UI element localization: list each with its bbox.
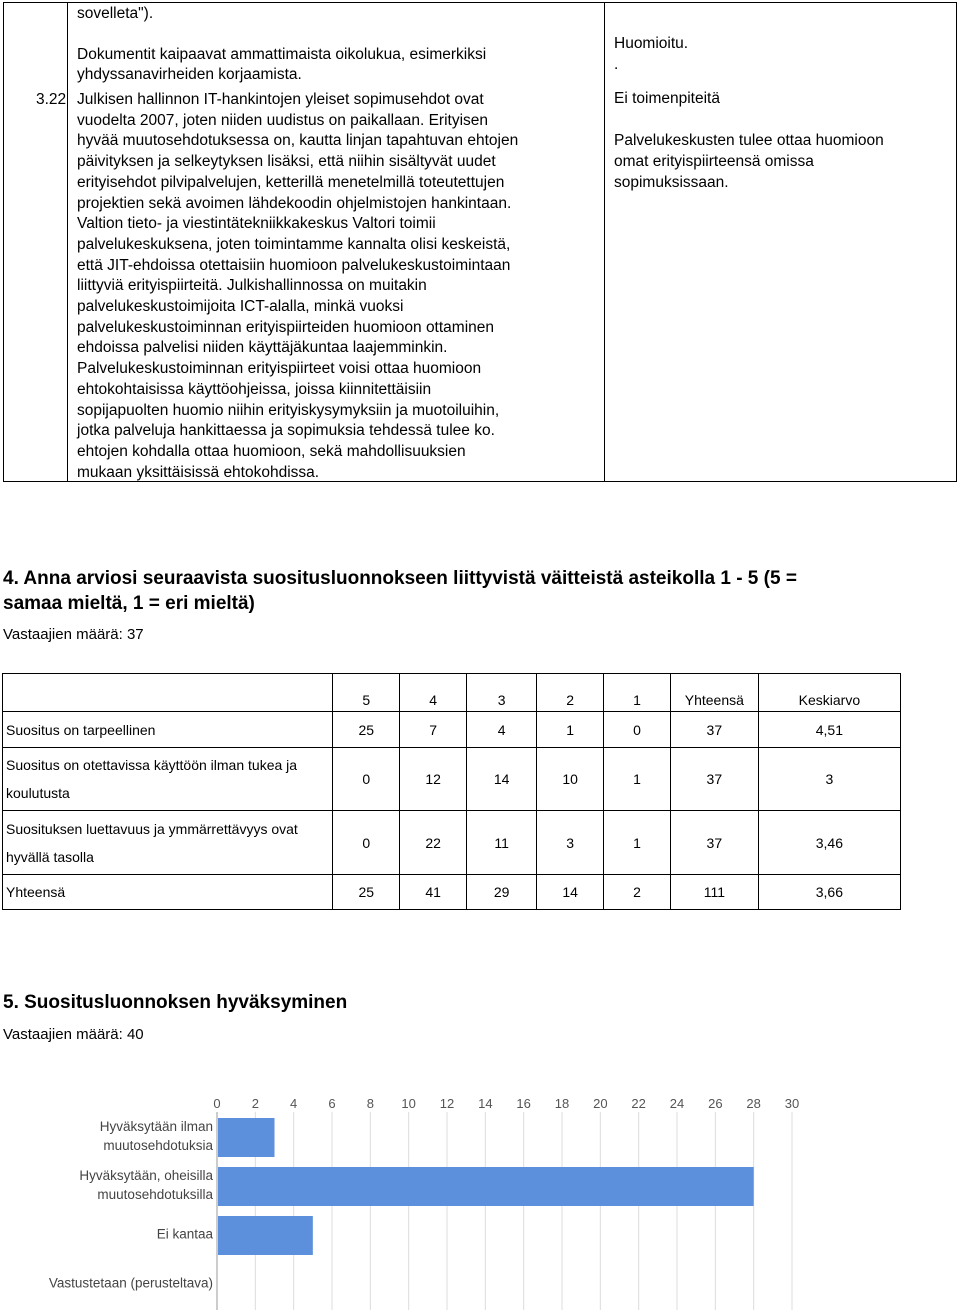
table-cell: 0	[333, 748, 400, 811]
table-cell: 25	[333, 875, 400, 910]
x-tick-label: 12	[439, 1096, 455, 1111]
response-line: omat erityispiirteensä omissa	[614, 153, 814, 170]
x-tick-label: 30	[784, 1096, 800, 1111]
comment-line: projektien sekä avoimen lähdekoodin ohjelmistojen hankintaan.	[77, 194, 512, 212]
table-cell: 29	[467, 875, 537, 910]
column-divider	[67, 3, 68, 481]
comment-line: palvelukeskustoimijoita ICT-alalla, minkä vuoksi	[77, 298, 404, 315]
comment-line: ehtokohtaisissa käyttöohjeissa, joissa kiinnitettäisiin	[77, 380, 432, 398]
table-cell: 0	[604, 712, 671, 748]
question-4-title-line1: 4. Anna arviosi seuraavista suositusluonnokseen liittyvistä väitteistä asteikolla 1 - 5 (5 =	[3, 568, 797, 589]
chart-grid	[217, 1112, 792, 1310]
table-cell: 1	[604, 748, 671, 811]
comment-line: Valtion tieto- ja viestintätekniikkakeskus Valtori toimii	[77, 215, 436, 233]
x-tick-label: 8	[366, 1096, 374, 1111]
row-label	[3, 748, 333, 811]
table-cell: 37	[670, 748, 758, 811]
table-cell: 1	[537, 712, 604, 748]
comment-line: että JIT-ehdoissa otettaisiin huomioon palvelukeskustoimintaan	[77, 256, 511, 274]
comment-line: Palvelukeskustoiminnan erityispiirteet voisi ottaa huomioon	[77, 360, 482, 378]
comment-line: ehdoissa palvelisi niiden käyttäjäkuntaa laajemminkin.	[77, 339, 448, 357]
table-header-row	[3, 674, 901, 712]
category-label: Hyväksytään ilman	[99, 1119, 213, 1134]
x-tick-label: 14	[478, 1096, 493, 1111]
header-empty-cell	[3, 674, 333, 712]
x-tick-label: 16	[516, 1096, 531, 1111]
table-cell: 25	[333, 712, 400, 748]
x-tick-label: 0	[213, 1096, 221, 1111]
category-label: muutosehdotuksia	[103, 1138, 213, 1153]
x-tick-label: 28	[746, 1096, 761, 1111]
chart-x-ticks	[213, 1096, 799, 1111]
response-line: Palvelukeskusten tulee ottaa huomioon	[614, 132, 884, 149]
bar	[218, 1167, 754, 1206]
table-cell: 12	[400, 748, 467, 811]
table-row	[3, 811, 901, 875]
table-cell: 14	[467, 748, 537, 811]
comment-table	[3, 2, 957, 482]
row-label-line: hyvällä tasolla	[6, 848, 94, 865]
question-5-respondents: Vastaajien määrä: 40	[3, 1026, 144, 1043]
table-cell: 14	[537, 875, 604, 910]
header-cell: Keskiarvo	[758, 674, 900, 712]
comment-line: hyvää muutosehdotuksessa on, kautta linjan tapahtuvan ehtojen	[77, 132, 519, 150]
prev-row-line: sovelleta").	[77, 5, 154, 22]
table-cell: 0	[333, 811, 400, 875]
x-tick-label: 22	[631, 1096, 646, 1111]
response-action: Ei toimenpiteitä	[614, 90, 720, 107]
column-divider	[604, 3, 605, 481]
row-label	[3, 811, 333, 875]
table-cell: 4	[467, 712, 537, 748]
table-cell: 2	[604, 875, 671, 910]
x-tick-label: 24	[669, 1096, 685, 1111]
row-label-line: Suosituksen luettavuus ja ymmärrettävyys ovat	[6, 820, 298, 837]
response-line: sopimuksissaan.	[614, 174, 729, 191]
comment-line: erityisehdot pilvipalvelujen, ketterillä menetelmillä toteutettujen	[77, 173, 505, 191]
x-tick-label: 10	[401, 1096, 416, 1111]
comment-line: vuodelta 2007, joten niiden uudistus on paikallaan. Erityisen	[77, 111, 489, 129]
header-cell: 3	[467, 674, 537, 712]
category-label: muutosehdotuksilla	[97, 1187, 213, 1202]
response-line: .	[614, 56, 619, 73]
comment-line: palvelukeskuksena, joten toimintamme kannalta olisi keskeistä,	[77, 235, 511, 253]
table-cell: 7	[400, 712, 467, 748]
question-4-respondents: Vastaajien määrä: 37	[3, 626, 144, 643]
comment-line: liittyviä erityispiirteitä. Julkishallinnossa on muitakin	[77, 277, 427, 295]
x-tick-label: 18	[554, 1096, 570, 1111]
row-label-line: Suositus on otettavissa käyttöön ilman tukea ja	[6, 757, 298, 773]
chart-category-labels	[49, 1119, 214, 1291]
comment-line: palvelukeskustoiminnan erityispiirteiden huomioon ottaminen	[77, 318, 495, 336]
table-cell: 41	[400, 875, 467, 910]
category-label: Vastustetaan (perusteltava)	[48, 1275, 213, 1291]
table-row	[3, 712, 901, 748]
comment-line: päivityksen ja selkeytyksen lisäksi, että niihin sisältyvät uudet	[77, 153, 496, 171]
table-cell: 11	[467, 811, 537, 875]
approval-bar-chart	[0, 1085, 960, 1310]
table-cell: 3,46	[758, 811, 900, 875]
question-5-title: 5. Suositusluonnoksen hyväksyminen	[3, 992, 348, 1013]
comment-line: Julkisen hallinnon IT-hankintojen yleiset sopimusehdot ovat	[77, 91, 484, 108]
table-cell: 4,51	[758, 712, 900, 748]
table-cell: 22	[400, 811, 467, 875]
prev-row-line: Dokumentit kaipaavat ammattimaista oikolukua, esimerkiksi	[77, 46, 487, 63]
row-label: Yhteensä	[3, 875, 333, 910]
table-cell: 3,66	[758, 875, 900, 910]
prev-row-line: yhdyssanavirheiden korjaamista.	[77, 66, 302, 83]
header-cell: Yhteensä	[670, 674, 758, 712]
header-cell: 2	[537, 674, 604, 712]
comment-line: sopijapuolten huomio niihin erityiskysymyksiin ja muotoiluihin,	[77, 401, 500, 419]
table-cell: 111	[670, 875, 758, 910]
table-cell: 37	[670, 712, 758, 748]
table-row	[3, 748, 901, 811]
category-label: Hyväksytään, oheisilla	[79, 1168, 213, 1183]
comment-line: mukaan yksittäisissä ehtokohdissa.	[77, 463, 320, 481]
table-cell: 10	[537, 748, 604, 811]
header-cell: 5	[333, 674, 400, 712]
category-label: Ei kantaa	[156, 1226, 213, 1242]
comment-line: jotka palveluja hankittaessa ja sopimuksia tehdessä tulee ko.	[77, 422, 495, 440]
x-tick-label: 4	[290, 1096, 298, 1111]
x-tick-label: 6	[328, 1096, 336, 1111]
row-label-line: koulutusta	[6, 785, 70, 801]
rating-table	[2, 673, 901, 910]
question-4-title-line2: samaa mieltä, 1 = eri mieltä)	[3, 593, 255, 614]
bar	[218, 1216, 313, 1255]
table-cell: 3	[758, 748, 900, 811]
header-cell: 4	[400, 674, 467, 712]
x-tick-label: 20	[593, 1096, 608, 1111]
comment-line: ehtojen kohdalla ottaa huomioon, sekä mahdollisuuksien	[77, 442, 466, 460]
header-cell: 1	[604, 674, 671, 712]
row-label: Suositus on tarpeellinen	[3, 712, 333, 748]
x-tick-label: 26	[708, 1096, 723, 1111]
table-cell: 3	[537, 811, 604, 875]
row-number: 3.22	[36, 91, 67, 108]
table-total-row	[3, 875, 901, 910]
x-tick-label: 2	[251, 1096, 259, 1111]
table-cell: 37	[670, 811, 758, 875]
bar	[218, 1118, 275, 1157]
response-status: Huomioitu.	[614, 35, 689, 52]
table-cell: 1	[604, 811, 671, 875]
